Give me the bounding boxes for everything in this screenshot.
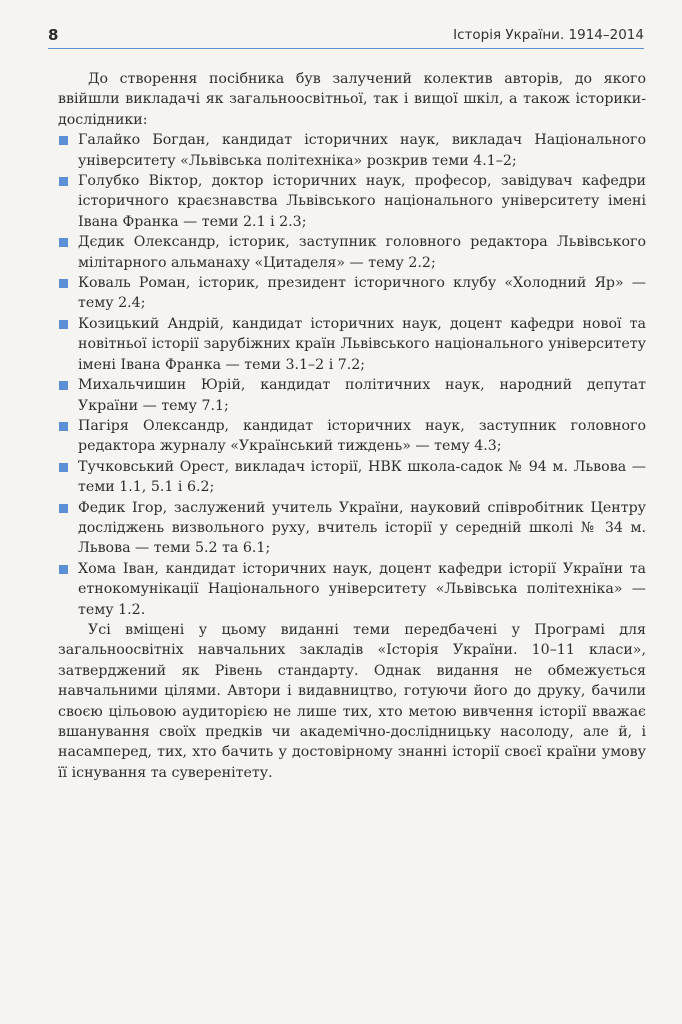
contributors-list — [58, 130, 646, 620]
body-text — [58, 69, 646, 783]
square-bullet-icon — [59, 381, 68, 390]
list-item — [58, 457, 646, 498]
list-item — [58, 273, 646, 314]
intro-paragraph: До створення посібника був залучений колектив авторів, до якого ввійшли викладачі як загальноосвітньої, так і вищої шкіл, а також історики-дослідники: — [58, 71, 646, 128]
list-item — [58, 559, 646, 620]
list-item — [58, 375, 646, 416]
square-bullet-icon — [59, 320, 68, 329]
list-item — [58, 232, 646, 273]
square-bullet-icon — [59, 238, 68, 247]
list-item-text: Хома Іван, кандидат історичних наук, доцент кафедри історії України та етнокомунікації Національного університету «Львівська політехніка» — тему 1.2. — [78, 560, 646, 618]
list-item — [58, 171, 646, 232]
list-item-text: Галайко Богдан, кандидат історичних наук, викладач Національного університету «Львівська політехніка» розкрив теми 4.1–2; — [78, 132, 646, 169]
list-item-text: Голубко Віктор, доктор історичних наук, професор, завідувач кафедри історичного краєзнавства Львівського національного університету імені Івана Франка — теми 2.1 і 2.3; — [78, 173, 646, 230]
square-bullet-icon — [59, 279, 68, 288]
list-item — [58, 314, 646, 375]
list-item-text: Федик Ігор, заслужений учитель України, науковий співробітник Центру досліджень визвольного руху, вчитель історії у середній школі № 34 м. Львова — теми 5.2 та 6.1; — [78, 499, 646, 557]
square-bullet-icon — [59, 177, 68, 186]
list-item — [58, 498, 646, 559]
square-bullet-icon — [59, 463, 68, 472]
closing-paragraph: Усі вміщені у цьому виданні теми передбачені у Програмі для загальноосвітніх навчальних закладів «Історія України. 10–11 класи», затверджений як Рівень стандарту. Однак видання не обмежується навчальними цілями. Автори і видавництво, готуючи його до друку, бачили своєю цільовою аудиторією не лише тих, хто метою вивчення історії вважає вшанування своїх предків чи академічно-дослідницьку насолоду, але й, і насамперед, тих, хто бачить у достовірному знанні історії своєї країни умову її існування та суверенітету. — [58, 621, 646, 781]
square-bullet-icon — [59, 504, 68, 513]
square-bullet-icon — [59, 136, 68, 145]
list-item-text: Козицький Андрій, кандидат історичних наук, доцент кафедри нової та новітньої історії зарубіжних країн Львівського національного університету імені Івана Франка — теми 3.1–2 і 7.2; — [78, 315, 646, 373]
list-item-text: Пагіря Олександр, кандидат історичних наук, заступник головного редактора журналу «Український тиждень» — тему 4.3; — [78, 417, 646, 455]
list-item-text: Коваль Роман, історик, президент історичного клубу «Холодний Яр» — тему 2.4; — [78, 275, 646, 312]
running-title: Історія України. 1914–2014 — [453, 27, 644, 43]
list-item-text: Тучковський Орест, викладач історії, НВК школа-садок № 94 м. Львова — теми 1.1, 5.1 і 6.2; — [78, 458, 646, 496]
list-item-text: Михальчишин Юрій, кандидат політичних наук, народний депутат України — тему 7.1; — [78, 377, 646, 414]
square-bullet-icon — [59, 565, 68, 574]
list-item-text: Дєдик Олександр, історик, заступник головного редактора Львівського мілітарного альманаху «Цитаделя» — тему 2.2; — [78, 234, 646, 271]
page-number: 8 — [48, 26, 59, 44]
list-item — [58, 130, 646, 171]
list-item — [58, 416, 646, 457]
page-header — [48, 24, 644, 49]
square-bullet-icon — [59, 422, 68, 431]
